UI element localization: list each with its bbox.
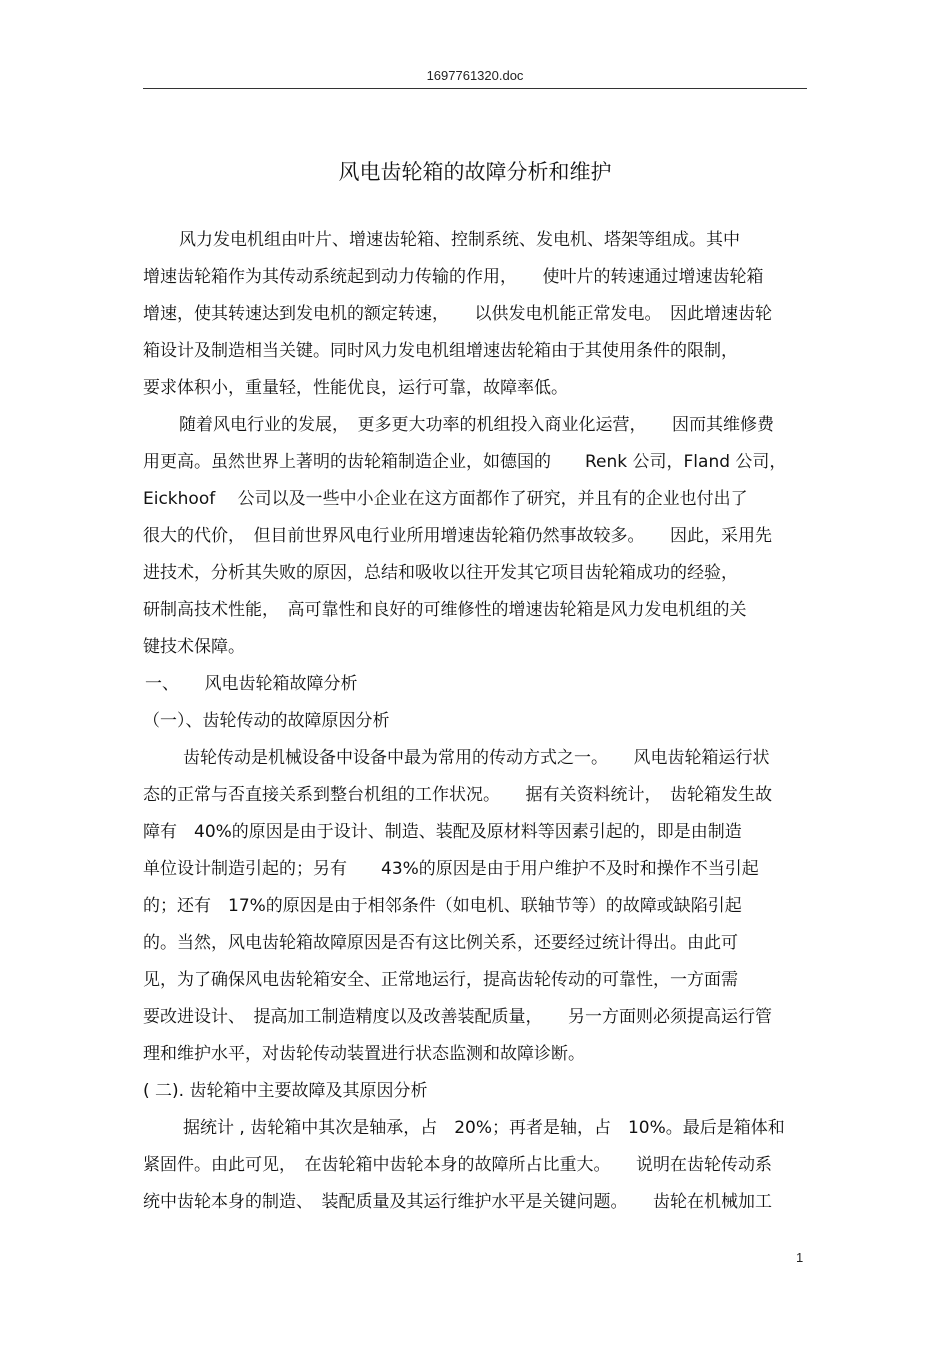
- header-filename: 1697761320.doc: [426, 68, 524, 83]
- document-body: [143, 228, 807, 1227]
- text-line: 增速，使其转速达到发电机的额定转速， 以供发电机能正常发电。 因此增速齿轮: [143, 304, 772, 324]
- text-line: 据统计 , 齿轮箱中其次是轴承，占 20%；再者是轴，占 10%。最后是箱体和: [183, 1118, 785, 1138]
- text-line: 统中齿轮本身的制造、 装配质量及其运行维护水平是关键问题。 齿轮在机械加工: [143, 1192, 772, 1212]
- text-line: 障有 40%的原因是由于设计、制造、装配及原材料等因素引起的，即是由制造: [143, 822, 742, 842]
- text-line: 键技术保障。: [143, 637, 245, 657]
- subsection-heading: （一）、齿轮传动的故障原因分析: [143, 711, 390, 731]
- text-line: 的。当然，风电齿轮箱故障原因是否有这比例关系，还要经过统计得出。由此可: [143, 933, 738, 953]
- text-line: 的；还有 17%的原因是由于相邻条件（如电机、联轴节等）的故障或缺陷引起: [143, 896, 742, 916]
- text-line: 增速齿轮箱作为其传动系统起到动力传输的作用， 使叶片的转速通过增速齿轮箱: [143, 267, 764, 287]
- text-line: 齿轮传动是机械设备中设备中最为常用的传动方式之一。 风电齿轮箱运行状: [183, 748, 770, 768]
- page-number: 1: [796, 1250, 804, 1265]
- text-line: 风力发电机组由叶片、增速齿轮箱、控制系统、发电机、塔架等组成。其中: [179, 230, 740, 250]
- text-line: 态的正常与否直接关系到整台机组的工作状况。 据有关资料统计， 齿轮箱发生故: [143, 785, 772, 805]
- text-line: 箱设计及制造相当关键。同时风力发电机组增速齿轮箱由于其使用条件的限制，: [143, 341, 738, 361]
- text-line: 见，为了确保风电齿轮箱安全、正常地运行，提高齿轮传动的可靠性，一方面需: [143, 970, 738, 990]
- text-line: 研制高技术性能， 高可靠性和良好的可维修性的增速齿轮箱是风力发电机组的关: [143, 600, 747, 620]
- text-line: 随着风电行业的发展， 更多更大功率的机组投入商业化运营， 因而其维修费: [179, 415, 774, 435]
- document-title: 风电齿轮箱的故障分析和维护: [338, 160, 612, 184]
- text-line: 紧固件。由此可见， 在齿轮箱中齿轮本身的故障所占比重大。 说明在齿轮传动系: [143, 1155, 772, 1175]
- subsection-heading: ( 二). 齿轮箱中主要故障及其原因分析: [143, 1081, 428, 1101]
- header-divider: [143, 88, 807, 89]
- text-line: 理和维护水平，对齿轮传动装置进行状态监测和故障诊断。: [143, 1044, 585, 1064]
- text-line: Eickhoof 公司以及一些中小企业在这方面都作了研究，并且有的企业也付出了: [143, 489, 748, 509]
- text-line: 进技术，分析其失败的原因，总结和吸收以往开发其它项目齿轮箱成功的经验，: [143, 563, 738, 583]
- text-line: 要改进设计、 提高加工制造精度以及改善装配质量， 另一方面则必须提高运行管: [143, 1007, 772, 1027]
- text-line: 用更高。虽然世界上著明的齿轮箱制造企业，如德国的 Renk 公司，Fland 公司，: [143, 452, 787, 472]
- section-heading: 一、 风电齿轮箱故障分析: [145, 674, 358, 694]
- text-line: 很大的代价， 但目前世界风电行业所用增速齿轮箱仍然事故较多。 因此，采用先: [143, 526, 772, 546]
- text-line: 要求体积小，重量轻，性能优良，运行可靠，故障率低。: [143, 378, 568, 398]
- text-line: 单位设计制造引起的；另有 43%的原因是由于用户维护不及时和操作不当引起: [143, 859, 759, 879]
